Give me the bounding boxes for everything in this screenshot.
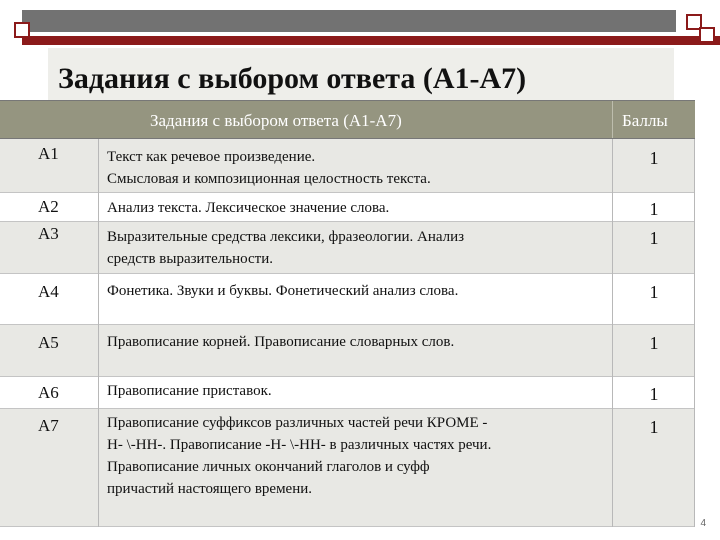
decorative-square-icon <box>14 22 30 38</box>
row-line: Смысловая и композиционная целостность текста. <box>107 171 431 187</box>
table-row <box>0 222 695 274</box>
table-row <box>0 377 695 409</box>
decorative-red-bar <box>22 36 720 45</box>
row-score: 1 <box>649 417 659 437</box>
table-row <box>0 325 695 377</box>
row-line: средств выразительности. <box>107 251 273 267</box>
row-description <box>107 412 607 500</box>
row-line: Правописание приставок. <box>107 383 272 399</box>
header-tasks: Задания с выбором ответа (А1-А7) <box>150 111 402 130</box>
row-line: Правописание суффиксов различных частей речи КРОМЕ - <box>107 415 488 431</box>
column-divider <box>612 139 613 527</box>
row-description <box>107 226 607 270</box>
decorative-square-icon <box>699 27 715 43</box>
row-score: 1 <box>649 228 659 248</box>
page-number: 4 <box>700 518 706 529</box>
row-line: Выразительные средства лексики, фразеологии. Анализ <box>107 229 465 245</box>
row-description <box>107 146 607 190</box>
row-score: 1 <box>649 333 659 353</box>
table-right-border <box>694 139 695 527</box>
table-row <box>0 139 695 193</box>
column-divider <box>98 139 99 527</box>
row-id: А5 <box>38 333 59 352</box>
row-score: 1 <box>649 199 659 219</box>
row-line: Фонетика. Звуки и буквы. Фонетический анализ слова. <box>107 283 459 299</box>
row-id: А2 <box>38 197 59 216</box>
table-row <box>0 274 695 325</box>
row-score: 1 <box>649 384 659 404</box>
row-score: 1 <box>649 148 659 168</box>
row-score: 1 <box>649 282 659 302</box>
row-line: причастий настоящего времени. <box>107 481 313 497</box>
row-description <box>107 331 607 353</box>
decorative-top-bar <box>22 10 676 32</box>
row-id: А4 <box>38 282 59 301</box>
row-line: Н- \-НН-. Правописание -Н- \-НН- в различных частях речи. <box>107 437 492 453</box>
row-description <box>107 280 607 302</box>
table-row <box>0 409 695 527</box>
row-description <box>107 380 607 402</box>
row-line: Правописание корней. Правописание словарных слов. <box>107 334 455 350</box>
table-row <box>0 193 695 222</box>
row-line: Анализ текста. Лексическое значение слова. <box>107 200 390 216</box>
row-description <box>107 197 607 219</box>
slide-title: Задания с выбором ответа (А1-А7) <box>58 62 527 95</box>
table-header <box>0 100 695 139</box>
header-score: Баллы <box>622 111 668 130</box>
header-divider <box>612 101 613 138</box>
row-id: А1 <box>38 144 59 163</box>
row-line: Правописание личных окончаний глаголов и суфф <box>107 459 430 475</box>
row-id: А6 <box>38 383 59 402</box>
row-line: Текст как речевое произведение. <box>107 149 316 165</box>
row-id: А7 <box>38 416 59 435</box>
row-id: А3 <box>38 224 59 243</box>
